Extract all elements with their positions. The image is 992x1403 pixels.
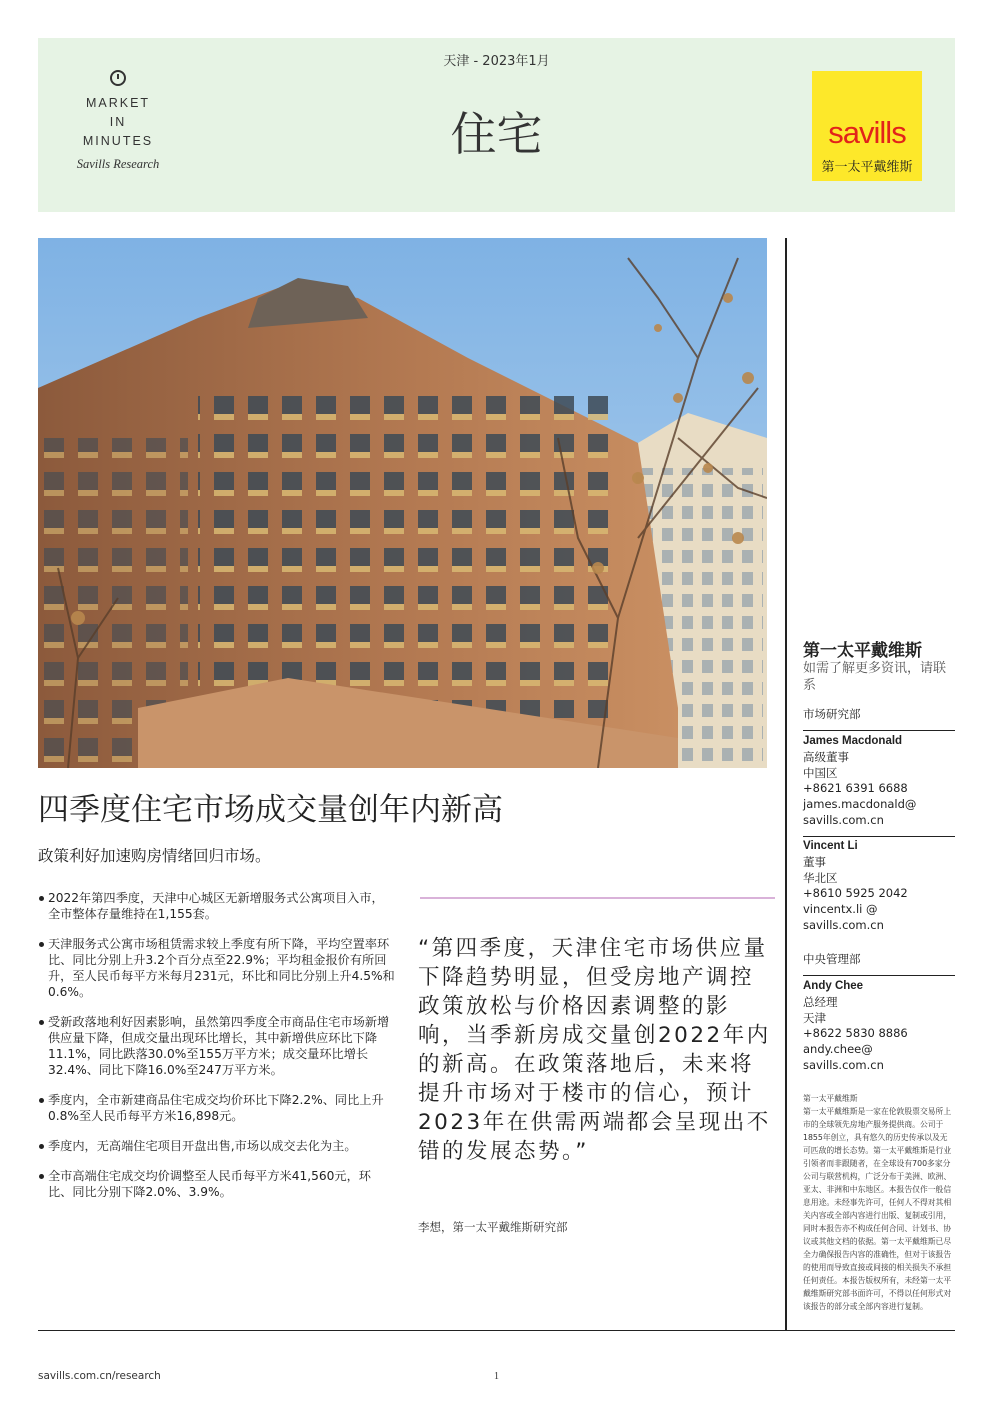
contact-region: 华北区 (803, 870, 838, 885)
footer-divider (38, 1330, 955, 1331)
contact-title: 高级董事 (803, 749, 849, 764)
contact-email-domain[interactable]: savills.com.cn (803, 1057, 884, 1072)
contact-region: 天津 (803, 1010, 826, 1025)
contact-divider (803, 730, 955, 731)
contact-intro: 如需了解更多资讯，请联系 (803, 661, 947, 693)
dept-central: 中央管理部 (803, 952, 861, 966)
cover-photo (38, 238, 767, 768)
contact-phone[interactable]: +8610 5925 2042 (803, 886, 908, 901)
contact-name: Vincent Li (803, 840, 858, 852)
about-text: 第一太平戴维斯是一家在伦敦股票交易所上市的全球领先房地产服务提供商。公司于1855年创立，具有悠久的历史传承以及无可匹敌的增长态势。第一太平戴维斯是行业引领者而非跟随者，在全球设有700多家分公司与联营机构，广泛分布于美洲、欧洲、亚太、非洲和中东地区。本报告仅作一般信息用途。未经事先许可，任何人不得对其相关内容或全部内容进行出版、复制或引用，同时本报告亦不构成任何合同、计划书、协议或其他文档的依据。第一太平戴维斯已尽全力确保报告内容的准确性，但对于该报告的使用而导致直接或间接的相关损失不承担任何责任。本报告版权所有，未经第一太平戴维斯研究部书面许可，不得以任何形式对该报告的部分或全部内容进行复制。 (803, 1107, 952, 1311)
key-point: 受新政落地利好因素影响，虽然第四季度全市商品住宅市场新增供应量下降，但成交量出现环比增长，其中新增供应环比下降11.1%，同比跌落30.0%至155万平方米；成交量环比增长32.4%、同比下降16.0%至247万平方米。 (38, 1014, 395, 1078)
contact-divider (803, 836, 955, 837)
contact-email-domain[interactable]: savills.com.cn (803, 917, 884, 932)
subheadline: 政策利好加速购房情绪回归市场。 (38, 847, 271, 865)
key-point: 季度内，无高端住宅项目开盘出售,市场以成交去化为主。 (38, 1138, 395, 1154)
building-illustration (38, 238, 767, 768)
contact-region: 中国区 (803, 765, 838, 780)
clock-icon (110, 70, 126, 86)
page-number: 1 (494, 1371, 499, 1382)
contact-title: 总经理 (803, 994, 838, 1009)
series-line-2: IN (109, 115, 127, 129)
contact-divider (803, 975, 955, 976)
about-title: 第一太平戴维斯 (803, 1094, 858, 1103)
sidebar-divider (785, 238, 787, 1330)
contact-email-domain[interactable]: savills.com.cn (803, 812, 884, 827)
contact-name: Andy Chee (803, 980, 864, 992)
footer-url[interactable]: savills.com.cn/research (38, 1370, 161, 1382)
contact-card (803, 734, 955, 829)
dept-research: 市场研究部 (803, 707, 861, 721)
logo-chinese: 第一太平戴维斯 (821, 160, 913, 175)
contact-card (803, 839, 955, 934)
series-line-3: MINUTES (82, 134, 154, 148)
key-point: 天津服务式公寓市场租赁需求较上季度有所下降，平均空置率环比、同比分别上升3.2个百分点至22.9%；平均租金报价有所回升，至人民币每平方米每月231元，环比和同比分别上升4.5%和0.6%。 (38, 936, 395, 1000)
logo-wordmark: savills (828, 115, 906, 150)
contact-card (803, 979, 955, 1074)
pull-quote: “第四季度，天津住宅市场供应量下降趋势明显，但受房地产调控政策放松与价格因素调整的影响，当季新房成交量创2022年内的新高。在政策落地后，未来将提升市场对于楼市的信心，预计2023年在供需两端都会呈现出不错的发展态势。” (418, 936, 771, 1164)
report-location-date: 天津 - 2023年1月 (443, 54, 550, 69)
contact-phone[interactable]: +8622 5830 8886 (803, 1026, 908, 1041)
contact-email[interactable]: andy.chee@ (803, 1042, 873, 1057)
header-band (38, 38, 955, 212)
contact-email[interactable]: james.macdonald@ (803, 797, 917, 812)
series-line-1: MARKET (85, 96, 151, 110)
series-research: Savills Research (76, 157, 160, 171)
contact-name: James Macdonald (803, 735, 903, 747)
headline: 四季度住宅市场成交量创年内新高 (38, 792, 503, 828)
savills-logo (812, 71, 922, 181)
quote-divider (420, 897, 775, 899)
contact-phone[interactable]: +8621 6391 6688 (803, 781, 908, 796)
sidebar-company: 第一太平戴维斯 (803, 641, 922, 661)
report-title: 住宅 (450, 107, 543, 161)
contact-title: 董事 (803, 854, 826, 869)
key-point: 季度内，全市新建商品住宅成交均价环比下降2.2%、同比上升0.8%至人民币每平方米16,898元。 (38, 1092, 395, 1124)
key-points-list (38, 890, 395, 1214)
contact-email[interactable]: vincentx.li @ (803, 902, 878, 917)
key-point: 全市高端住宅成交均价调整至人民币每平方米41,560元，环比、同比分别下降2.0%、3.9%。 (38, 1168, 395, 1200)
key-point: 2022年第四季度，天津中心城区无新增服务式公寓项目入市，全市整体存量维持在1,155套。 (38, 890, 395, 922)
about-savills (803, 1092, 955, 1313)
quote-attribution: 李想，第一太平戴维斯研究部 (418, 1220, 568, 1234)
